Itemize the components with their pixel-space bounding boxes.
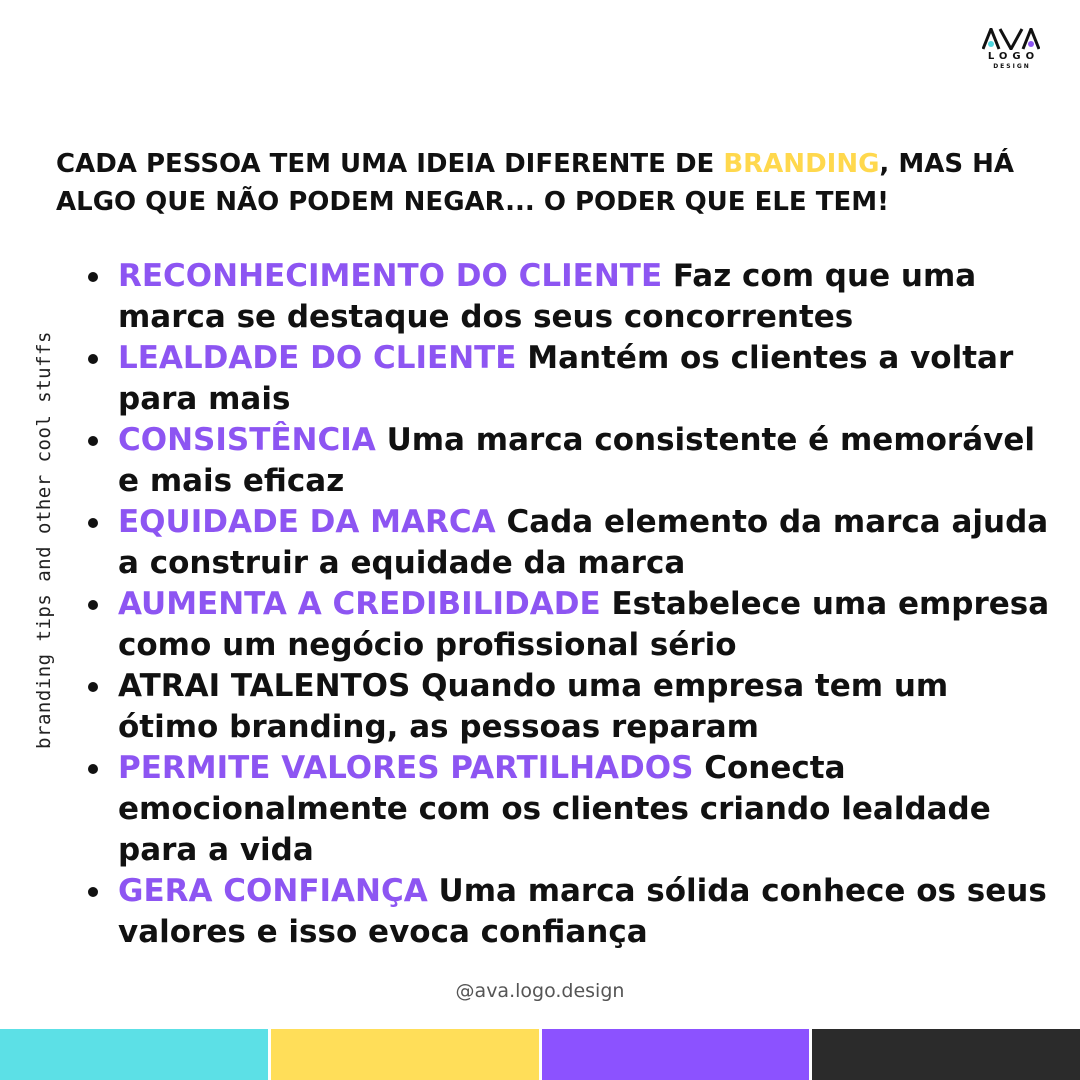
headline-part-1: CADA PESSOA TEM UMA IDEIA DIFERENTE DE [56,149,724,179]
list-item [118,584,1058,666]
bullet-icon [88,354,98,364]
footer-color-bar [0,1029,1080,1080]
headline-highlight: BRANDING [723,149,880,179]
footer-segment-yellow [271,1029,539,1080]
brand-logo [982,28,1040,70]
list-item [118,256,1058,338]
footer-segment-teal [0,1029,268,1080]
item-keyword: ATRAI TALENTOS [118,668,411,704]
headline [56,145,1046,221]
bullet-icon [88,518,98,528]
item-keyword: CONSISTÊNCIA [118,422,376,458]
side-tagline: branding tips and other cool stuffs [33,331,55,749]
list-item [118,748,1058,871]
headline-part-2: , MAS HÁ ALGO QUE NÃO PODEM NEGAR... O PODER QUE ELE TEM! [56,149,1015,217]
logo-line-logo: LOGO [987,51,1040,62]
bullet-icon [88,272,98,282]
list-item [118,420,1058,502]
list-item [118,502,1058,584]
item-keyword: PERMITE VALORES PARTILHADOS [118,750,694,786]
bullet-icon [88,436,98,446]
ava-logo-icon [982,28,1040,50]
item-description: Estabelece uma empresa como um negócio profissional sério [118,586,1050,663]
social-handle: @ava.logo.design [455,980,625,1002]
item-description: Cada elemento da marca ajuda a construir a equidade da marca [118,504,1049,581]
bullet-icon [88,764,98,774]
item-keyword: LEALDADE DO CLIENTE [118,340,517,376]
item-description: Uma marca consistente é memorável e mais eficaz [118,422,1035,499]
list-item [118,871,1058,953]
item-description: Uma marca sólida conhece os seus valores e isso evoca confiança [118,873,1047,950]
list-item [118,666,1058,748]
bullet-icon [88,600,98,610]
item-description: Mantém os clientes a voltar para mais [118,340,1014,417]
benefits-list [118,256,1058,953]
item-keyword: EQUIDADE DA MARCA [118,504,496,540]
item-description: Quando uma empresa tem um ótimo branding, as pessoas reparam [118,668,949,745]
item-keyword: RECONHECIMENTO DO CLIENTE [118,258,663,294]
list-item [118,338,1058,420]
bullet-icon [88,682,98,692]
item-keyword: AUMENTA A CREDIBILIDADE [118,586,601,622]
item-keyword: GERA CONFIANÇA [118,873,428,909]
item-description: Conecta emocionalmente com os clientes criando lealdade para a vida [118,750,991,868]
bullet-icon [88,887,98,897]
footer-segment-purple [542,1029,810,1080]
logo-line-design: DESIGN [993,63,1031,70]
footer-segment-dark [812,1029,1080,1080]
item-description: Faz com que uma marca se destaque dos seus concorrentes [118,258,977,335]
